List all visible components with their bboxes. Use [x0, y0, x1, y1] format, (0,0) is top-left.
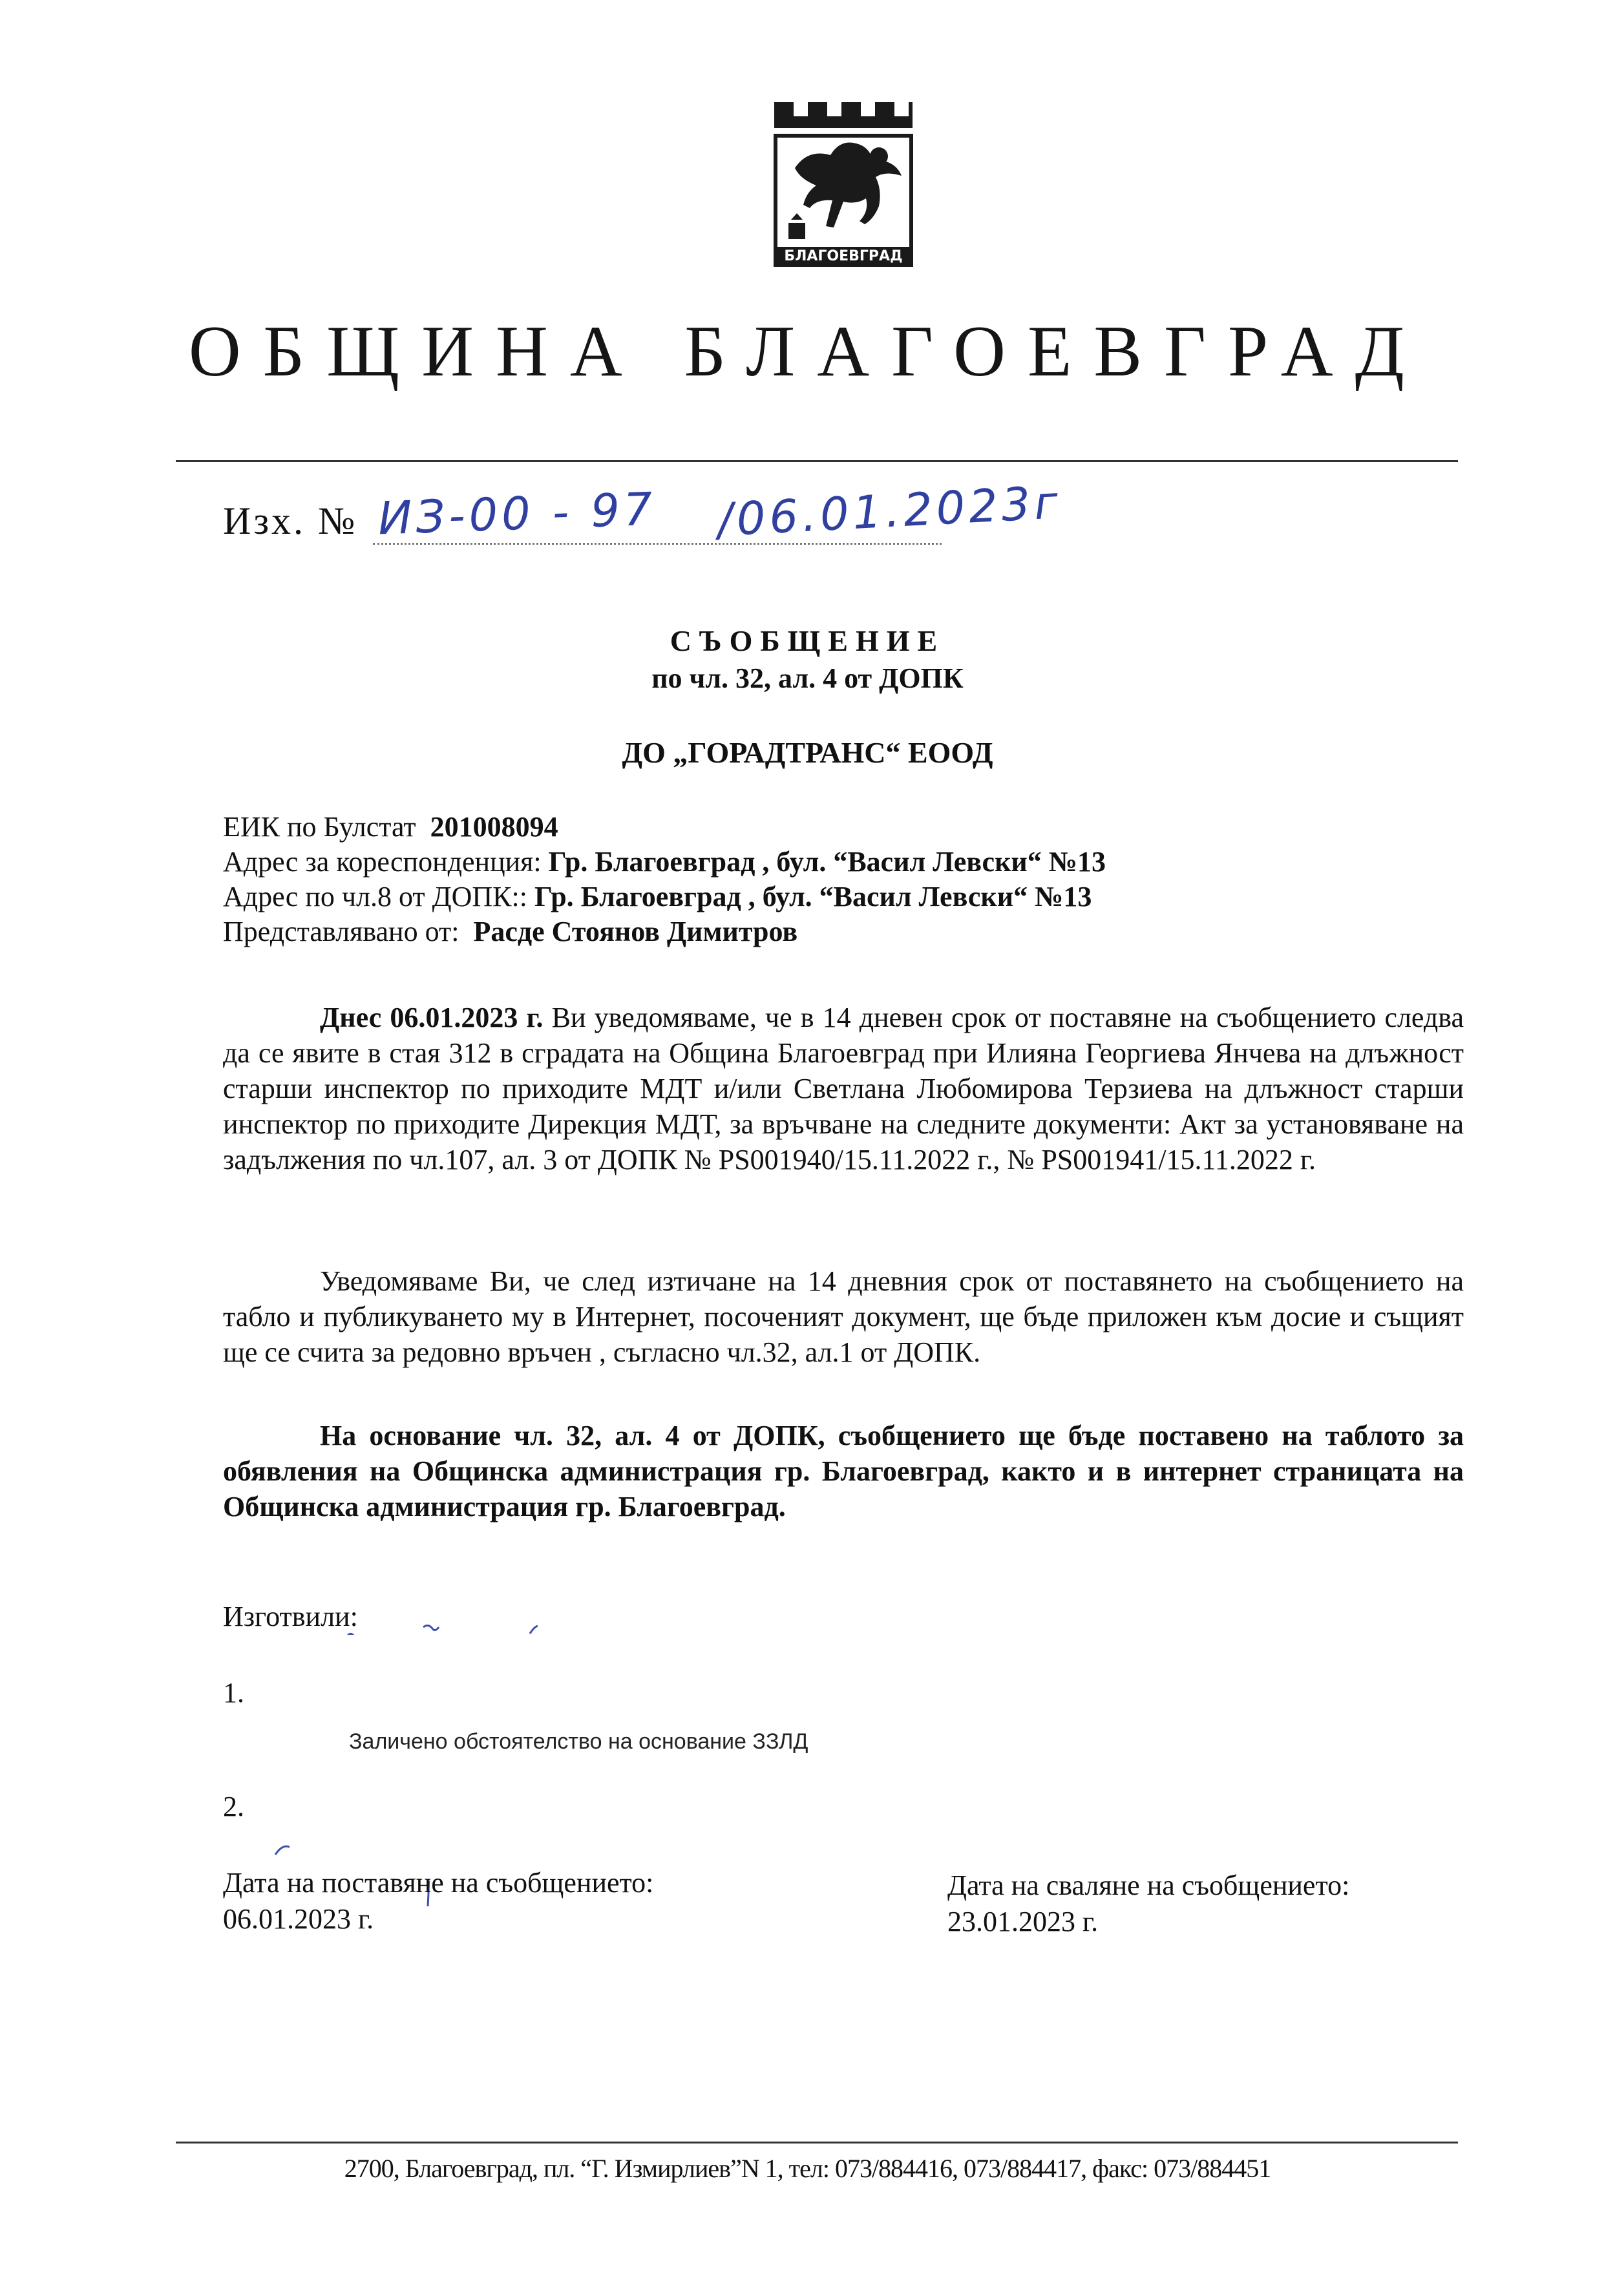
prepared-by-label: Изготвили:	[223, 1601, 358, 1632]
posting-date-block	[223, 1865, 653, 1937]
paragraph-notification-lead: Днес 06.01.2023 г.	[320, 1002, 544, 1033]
posting-date-value: 06.01.2023 г.	[223, 1903, 374, 1935]
paragraph-deadline	[223, 1263, 1464, 1370]
reference-dotted-line	[373, 543, 942, 545]
posting-date-label: Дата на поставяне на съобщението:	[223, 1867, 654, 1899]
dopk-address-value: Гр. Благоевград , бул. “Васил Левски“ №13	[534, 881, 1092, 912]
eik-value: 201008094	[430, 811, 558, 843]
paragraph-legal-basis	[223, 1418, 1464, 1524]
notice-title: СЪОБЩЕНИЕ	[670, 624, 945, 657]
dopk-address-row	[223, 879, 1451, 914]
correspondence-address-value: Гр. Благоевград , бул. “Васил Левски“ №13	[548, 846, 1106, 878]
outgoing-reference	[223, 476, 1192, 569]
paragraph-notification	[223, 1000, 1464, 1177]
redaction-note: Заличено обстоятелство на основание ЗЗЛД	[349, 1729, 808, 1754]
removal-date-label: Дата на сваляне на съобщението:	[947, 1869, 1350, 1901]
addressee-details	[223, 810, 1451, 949]
notice-addressee: ДО „ГОРАДТРАНС“ ЕООД	[622, 736, 993, 769]
reference-label: Изх. №	[223, 500, 358, 542]
represented-by-label: Представлявано от:	[223, 916, 459, 947]
removal-date-value: 23.01.2023 г.	[947, 1906, 1099, 1937]
crest-label: БЛАГОЕВГРАД	[784, 248, 903, 264]
footer-contacts: 2700, Благоевград, пл. “Г. Измирлиев”N 1, тел: 073/884416, 073/884417, факс: 073/884451	[344, 2154, 1271, 2183]
reference-number-handwritten: ИЗ-00 - 97	[377, 482, 657, 545]
removal-date-block	[947, 1868, 1349, 1940]
redaction-box	[290, 1635, 529, 1880]
footer-divider	[176, 2142, 1458, 2143]
municipality-crest-logo	[769, 97, 918, 281]
correspondence-address-label: Адрес за кореспонденция:	[223, 846, 542, 878]
notice-legal-basis: по чл. 32, ал. 4 от ДОПК	[651, 662, 964, 694]
correspondence-address-row	[223, 845, 1451, 879]
municipality-title: ОБЩИНА БЛАГОЕВГРАД	[188, 311, 1427, 392]
dopk-address-label: Адрес по чл.8 от ДОПК::	[223, 881, 527, 912]
paragraph-notification-text: Ви уведомяваме, че в 14 дневен срок от поставяне на съобщението следва да се явите в стая 312 в сградата на Община Благоевград при Илияна Георгиева Янчева на длъжност старши инспектор по приходите МДТ и/или Светлана Любомирова Терзиева на длъжност старши инспектор по приходите Дирекция МДТ, за връчване на следните документи: Акт за установяване на задължения по чл.107, ал. 3 от ДОПК № PS001940/15.11.2022 г., № PS001941/15.11.2022 г.	[223, 1002, 1464, 1175]
represented-by-value: Расде Стоянов Димитров	[473, 916, 798, 947]
prepared-by-item-2: 2.	[223, 1791, 244, 1822]
prepared-by-item-1: 1.	[223, 1677, 244, 1709]
header-divider	[176, 460, 1458, 462]
represented-by-row	[223, 914, 1451, 949]
paragraph-legal-basis-text: На основание чл. 32, ал. 4 от ДОПК, съобщението ще бъде поставено на таблото за обявления на Общинска администрация гр. Благоевград, както и в интернет страницата на Общинска администрация гр. Благоевград.	[223, 1420, 1464, 1522]
eik-row	[223, 810, 1451, 845]
paragraph-deadline-text: Уведомяваме Ви, че след изтичане на 14 дневния срок от поставянето на съобщението на табло и публикуването му в Интернет, посоченият документ, ще бъде приложен към досие и същият ще се счита за редовно връчен , съгласно чл.32, ал.1 от ДОПК.	[223, 1265, 1464, 1368]
reference-date-handwritten: /06.01.2023г	[716, 476, 1063, 547]
eik-label: ЕИК по Булстат	[223, 811, 416, 843]
